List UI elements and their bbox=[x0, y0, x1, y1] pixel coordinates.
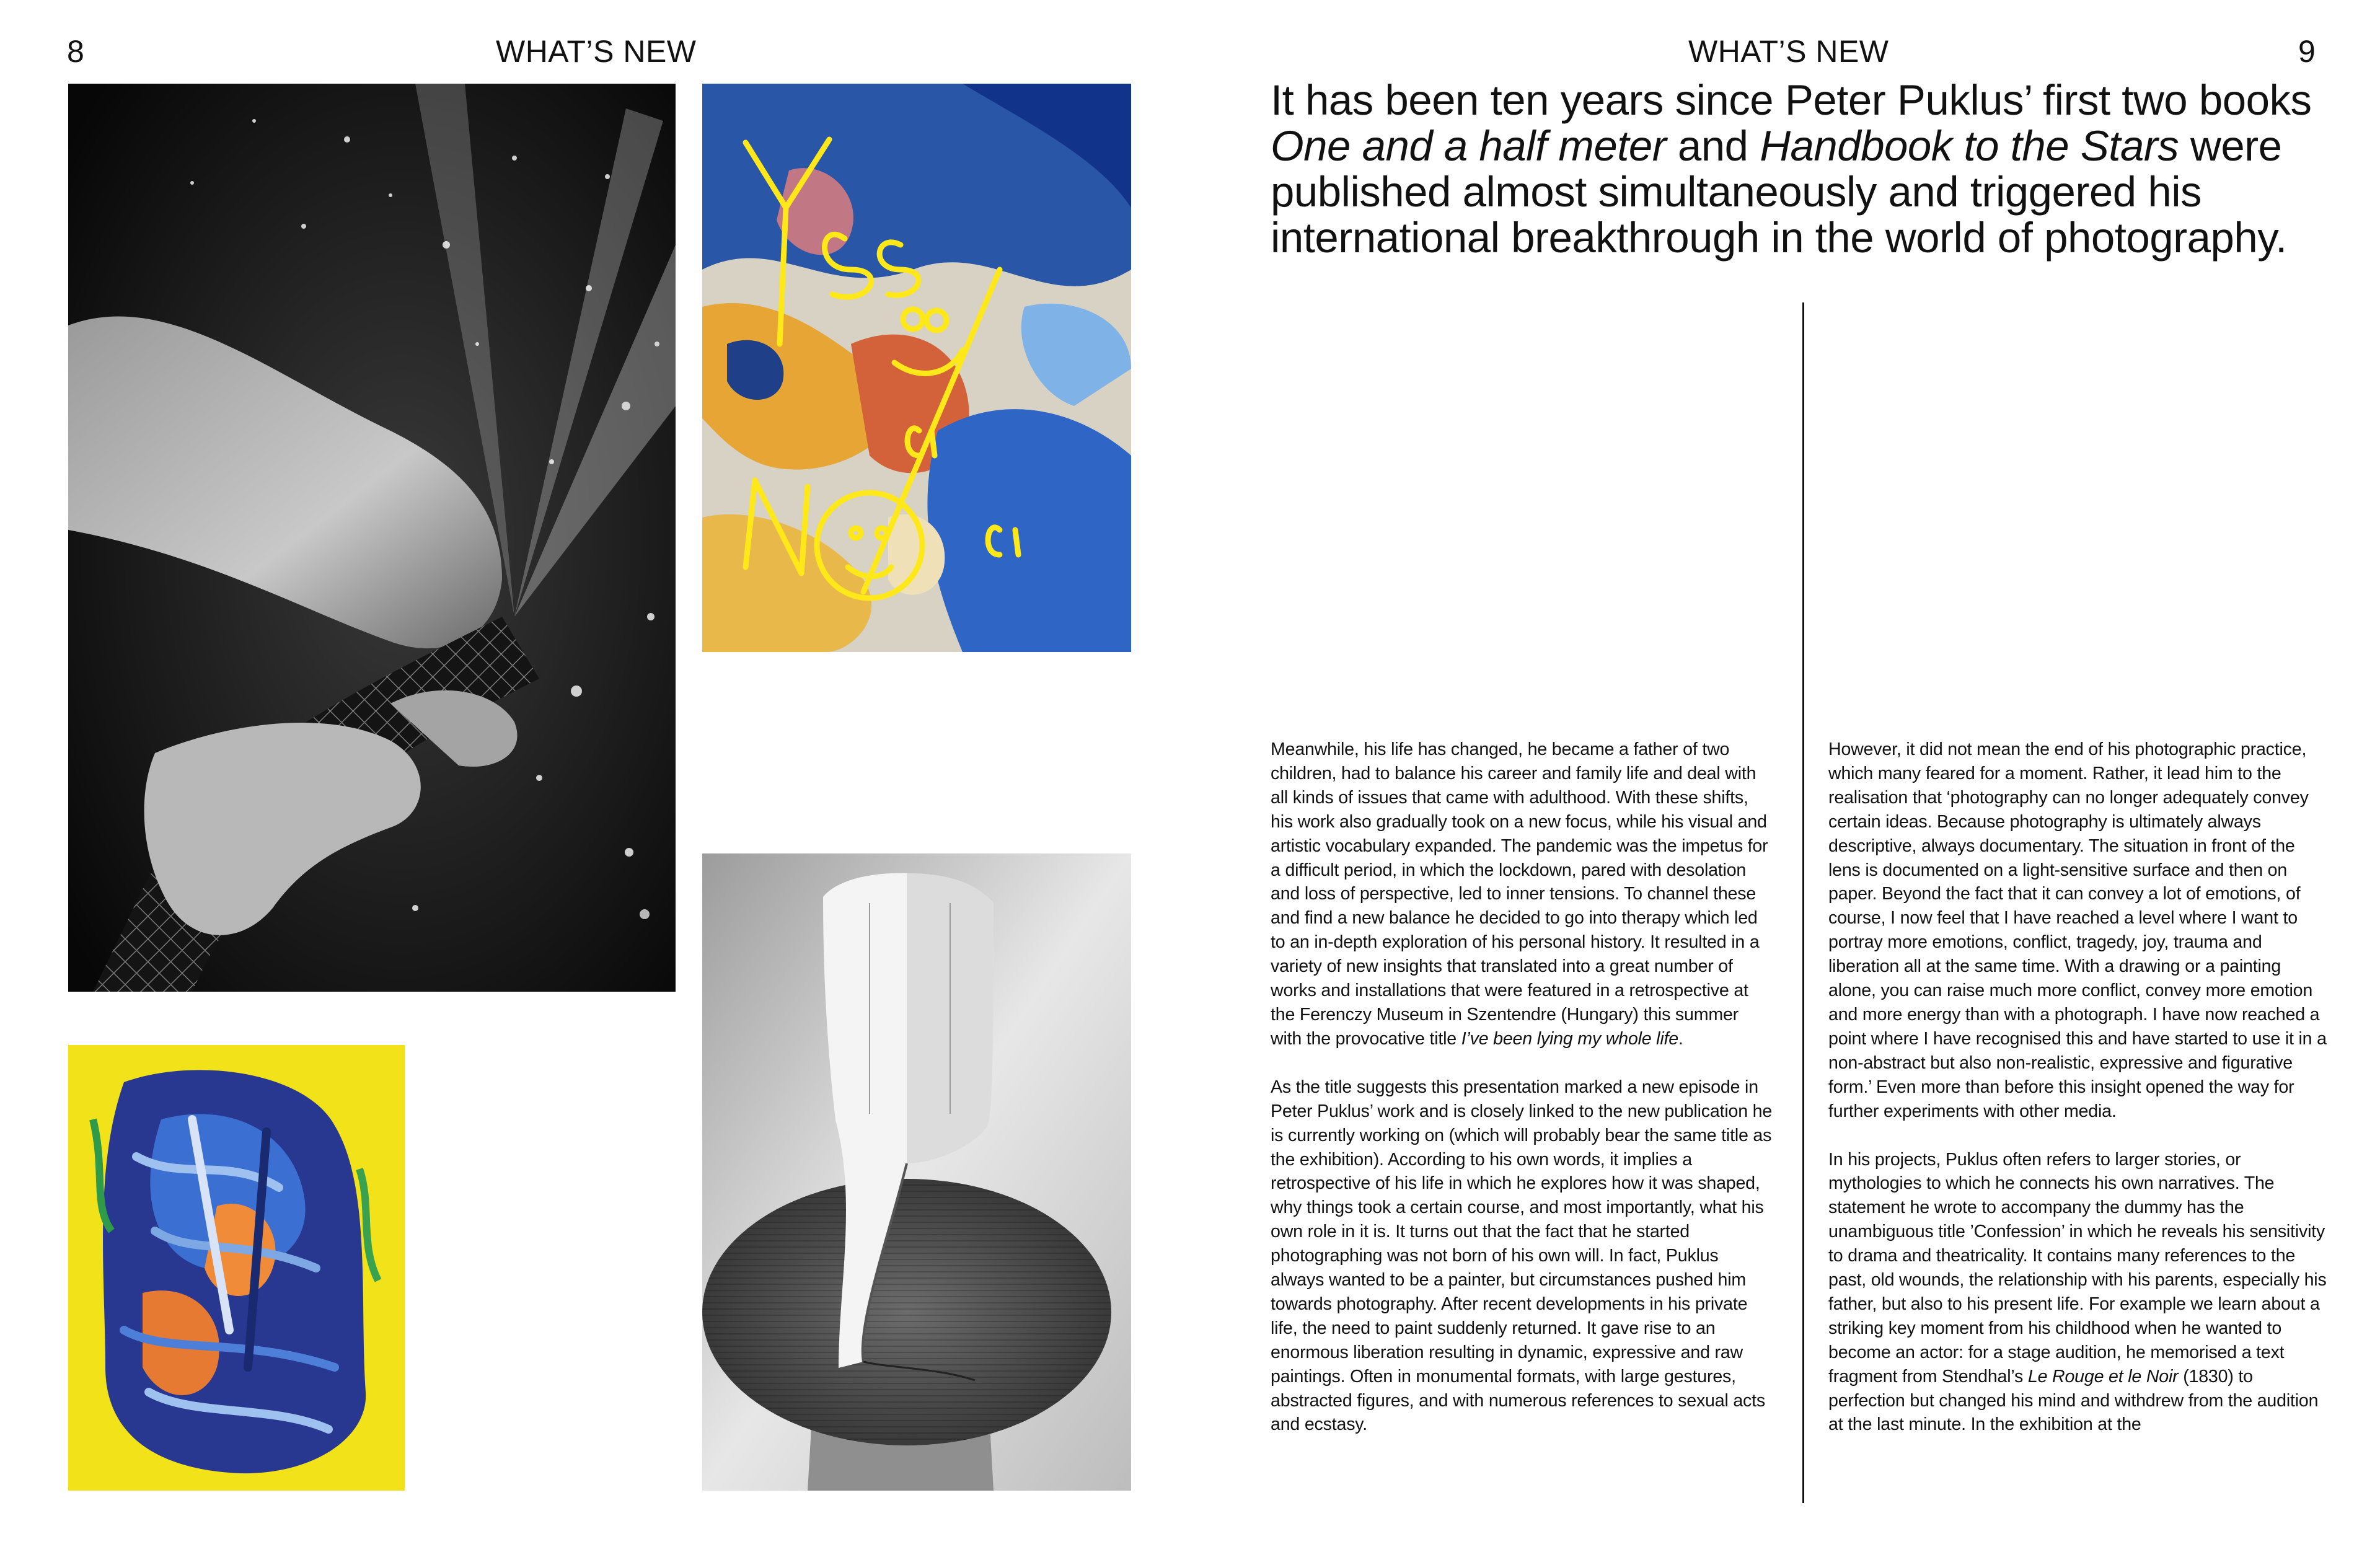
exhibition-title: I’ve been lying my whole life bbox=[1461, 1028, 1678, 1049]
lede-text-3: were published almost simultaneously and triggered his international breakthrough in the world of photography. bbox=[1271, 122, 2287, 262]
section-title-right: WHAT’S NEW bbox=[1688, 34, 1889, 69]
body-column-1 bbox=[1271, 738, 1773, 1461]
cardboard-photo bbox=[702, 853, 1131, 1491]
lede-text-1: It has been ten years since Peter Puklus’ first two books bbox=[1271, 76, 2312, 124]
yes-no-painting-image bbox=[702, 84, 1131, 652]
page-number-right: 9 bbox=[2298, 34, 2316, 69]
paragraph-2 bbox=[1271, 1075, 1773, 1437]
paragraph-4 bbox=[1828, 1148, 2330, 1437]
lede-text-2: and bbox=[1666, 122, 1760, 170]
yellow-painting-image bbox=[68, 1045, 405, 1491]
yes-no-painting bbox=[702, 84, 1131, 652]
hose-photo bbox=[68, 84, 676, 992]
book-title-handbook-to-the-stars: Handbook to the Stars bbox=[1760, 122, 2179, 170]
paragraph-1-text: Meanwhile, his life has changed, he became a father of two children, had to balance his career and family life and deal with all kinds of issues that came with adulthood. With these shifts, his work also gradually took on a new focus, while his visual and artistic vocabulary expanded. The pandemic was the impetus for a difficult period, in which the lockdown, pared with desolation and loss of perspective, led to inner tensions. To channel these and find a new balance he decided to go into therapy which led to an in-depth exploration of his personal history. It resulted in a variety of new insights that translated into a great number of works and installations that were featured in a retrospective at the Ferenczy Museum in Szentendre (Hungary) this summer with the provocative title bbox=[1271, 739, 1768, 1049]
page-number-left: 8 bbox=[67, 34, 85, 69]
paragraph-2-text: As the title suggests this presentation marked a new episode in Peter Puklus’ work and is closely linked to the new publication he is currently working on (which will probably bear the same title as the exhibition). According to his own words, it implies a retrospective of his life in which he explores how it was shaped, why things took a certain course, and most importantly, what his own role in it is. It turns out that the fact that he started photographing was not born of his own will. In fact, Puklus always wanted to be a painter, but circumstances pushed him towards photography. After recent developments in his private life, the need to paint suddenly returned. It gave rise to an enormous liberation resulting in dynamic, expressive and raw paintings. Often in monumental formats, with large gestures, abstracted figures, and with numerous references to sexual acts and ecstasy. bbox=[1271, 1077, 1773, 1435]
body-column-2 bbox=[1828, 738, 2330, 1461]
cardboard-photo-image bbox=[702, 853, 1131, 1491]
column-divider bbox=[1802, 302, 1804, 1503]
paragraph-4-text: In his projects, Puklus often refers to larger stories, or mythologies to which he connects his own narratives. The statement he wrote to accompany the dummy has the unambiguous title ’Confession’ in which he reveals his sensitivity to drama and theatricality. It contains many references to the past, old wounds, the relationship with his parents, especially his father, but also to his present life. For example we learn about a striking key moment from his childhood when he wanted to become an actor: for a stage audition, he memorised a text fragment from Stendhal’s bbox=[1828, 1149, 2327, 1387]
book-title-one-and-a-half-meter: One and a half meter bbox=[1271, 122, 1667, 170]
lede-paragraph bbox=[1271, 77, 2343, 261]
paragraph-3 bbox=[1828, 738, 2330, 1124]
novel-title: Le Rouge et le Noir bbox=[2027, 1366, 2179, 1387]
section-title-left: WHAT’S NEW bbox=[496, 34, 697, 69]
paragraph-4-end: (1830) to perfection but changed his mind and withdrew from the audition at the last minute. In the exhibition at the bbox=[1828, 1366, 2319, 1435]
paragraph-3-text: However, it did not mean the end of his photographic practice, which many feared for a moment. Rather, it lead him to the realisation that ‘photography can no longer adequately convey certain ideas. Because photography is ultimately always descriptive, always documentary. The situation in front of the lens is documented on a light-sensitive surface and then on paper. Beyond the fact that it can convey a lot of emotions, of course, I now feel that I have reached a level where I want to portray more emotions, conflict, tragedy, joy, trauma and liberation all at the same time. With a drawing or a painting alone, you can raise much more conflict, convey more emotion and more energy than with a photograph. I have now reached a point where I have recognised this and have started to use it in a non-abstract but also non-realistic, expressive and figurative form.’ Even more than before this insight opened the way for further experiments with other media. bbox=[1828, 739, 2327, 1121]
paragraph-1 bbox=[1271, 738, 1773, 1051]
hose-photo-image bbox=[68, 84, 676, 992]
paragraph-1-end: . bbox=[1678, 1028, 1683, 1049]
yellow-painting bbox=[68, 1045, 405, 1491]
